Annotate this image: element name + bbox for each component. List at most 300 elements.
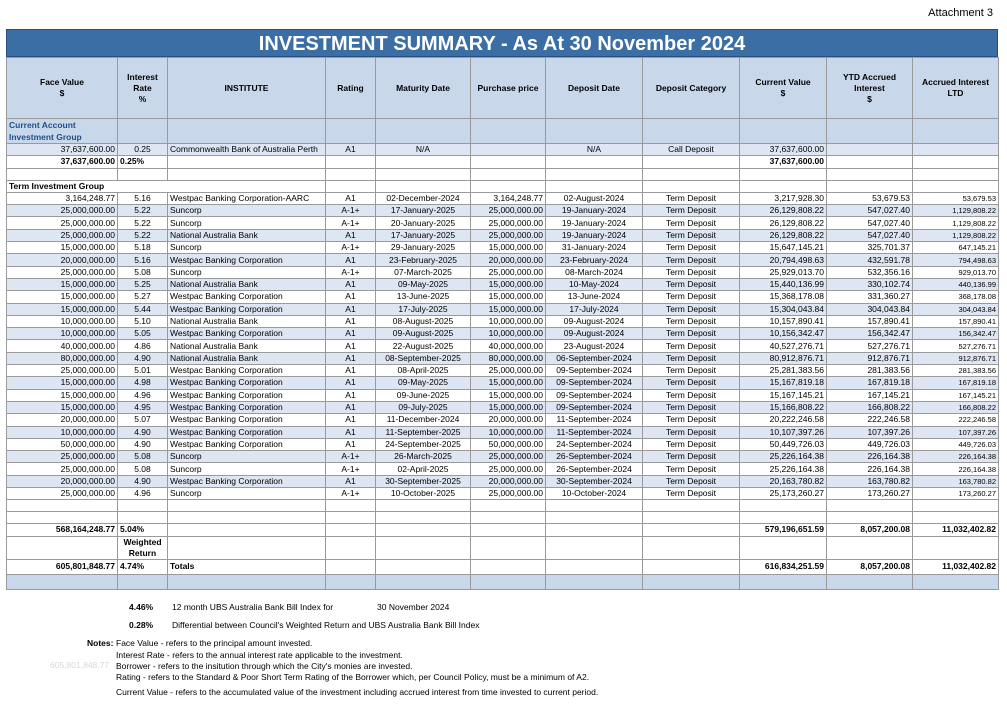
table-row [7,229,999,241]
cell-purchase: 15,000,000.00 [471,377,546,389]
diff-rate: 0.28% [129,620,154,630]
cell-maturity: 23-February-2025 [376,254,471,266]
cell-deposit: 30-September-2024 [546,475,643,487]
cell-face: 10,000,000.00 [7,426,118,438]
cell-deposit: 26-September-2024 [546,451,643,463]
header-current-value: Current Value $ [740,58,827,119]
cell-category: Term Deposit [643,463,740,475]
cell-maturity: 08-August-2025 [376,315,471,327]
cell-purchase: 25,000,000.00 [471,229,546,241]
table-row [7,192,999,204]
cell-rating: A-1+ [326,451,376,463]
cell-current: 15,167,145.21 [740,389,827,401]
cell-category: Term Deposit [643,365,740,377]
cell-category: Term Deposit [643,377,740,389]
cell-deposit: 17-July-2024 [546,303,643,315]
cell-inst: Westpac Banking Corporation [168,365,326,377]
cell-face: 10,000,000.00 [7,315,118,327]
cell-maturity: 17-January-2025 [376,205,471,217]
cell-purchase: 15,000,000.00 [471,291,546,303]
table-row [7,352,999,364]
cell-maturity: 10-October-2025 [376,488,471,500]
cell-rate: 4.95 [118,401,168,413]
cell-ytd: 173,260.27 [827,488,913,500]
cell-purchase: 25,000,000.00 [471,205,546,217]
cell-ytd: 527,276.71 [827,340,913,352]
cell-ltd: 167,145.21 [913,389,999,401]
cell-inst: Westpac Banking Corporation [168,414,326,426]
cell-inst: Westpac Banking Corporation [168,389,326,401]
cell-inst: Westpac Banking Corporation [168,475,326,487]
notes-label: Notes: [87,638,114,648]
cell-face: 15,000,000.00 [7,291,118,303]
cell-current: 26,129,808.22 [740,205,827,217]
cell-deposit: 09-September-2024 [546,389,643,401]
term-group-label: Term Investment Group [7,180,326,192]
cell-current: 26,129,808.22 [740,229,827,241]
bbsw-date: 30 November 2024 [377,602,450,612]
cell-current: 25,226,164.38 [740,451,827,463]
cell-ltd: 912,876.71 [913,352,999,364]
cell-deposit: 11-September-2024 [546,414,643,426]
cell-rating: A1 [326,414,376,426]
cell-category: Term Deposit [643,352,740,364]
cell-face: 20,000,000.00 [7,475,118,487]
cell-purchase: 20,000,000.00 [471,414,546,426]
cell-inst: Westpac Banking Corporation [168,291,326,303]
cell-inst: Westpac Banking Corporation [168,401,326,413]
cell-ltd: 222,246.58 [913,414,999,426]
cell-inst: Westpac Banking Corporation [168,426,326,438]
cell-deposit: 11-September-2024 [546,426,643,438]
bbsw-rate: 4.46% [129,602,154,612]
cell-rate: 5.16 [118,192,168,204]
cell-ytd: 432,591.78 [827,254,913,266]
cell-category: Term Deposit [643,475,740,487]
attachment-label: Attachment 3 [928,7,993,19]
cell-category: Term Deposit [643,303,740,315]
cell-purchase: 3,164,248.77 [471,192,546,204]
cell-rate: 5.01 [118,365,168,377]
cell-inst: Westpac Banking Corporation [168,303,326,315]
cell-inst: National Australia Bank [168,340,326,352]
cell-inst: Westpac Banking Corporation [168,254,326,266]
cell-current: 15,440,136.99 [740,278,827,290]
cell-rate: 5.22 [118,229,168,241]
table-row [7,365,999,377]
cell-category: Term Deposit [643,328,740,340]
cell-ytd: 331,360.27 [827,291,913,303]
header-ytd: YTD Accrued Interest $ [827,58,913,119]
cell-maturity: 20-January-2025 [376,217,471,229]
table-row [7,475,999,487]
note-4: Rating - refers to the Standard & Poor Short Term Rating of the Borrower which, per Council Policy, must be a minimum of A2. [116,672,590,682]
cell-purchase: 40,000,000.00 [471,340,546,352]
cell-ytd: 166,808.22 [827,401,913,413]
cell-face: 40,000,000.00 [7,340,118,352]
cell-rate: 5.18 [118,242,168,254]
cell-rate: 5.07 [118,414,168,426]
cell-inst: Suncorp [168,451,326,463]
cell-deposit: 06-September-2024 [546,352,643,364]
header-deposit-date: Deposit Date [546,58,643,119]
table-row [7,217,999,229]
header-institute: INSTITUTE [168,58,326,119]
cell-purchase: 25,000,000.00 [471,463,546,475]
cell-rate: 5.08 [118,451,168,463]
header-accrued-ltd: Accrued Interest LTD [913,58,999,119]
cell-current: 50,449,726.03 [740,438,827,450]
cell-inst: Suncorp [168,266,326,278]
cell-ltd: 1,129,808.22 [913,205,999,217]
cell-maturity: 07-March-2025 [376,266,471,278]
cell-rating: A-1+ [326,205,376,217]
cell-maturity: 02-April-2025 [376,463,471,475]
cell-ytd: 53,679.53 [827,192,913,204]
cell-category: Term Deposit [643,389,740,401]
cell-purchase: 15,000,000.00 [471,242,546,254]
cell-ltd: 107,397.26 [913,426,999,438]
cell-rating: A1 [326,389,376,401]
cell-maturity: 17-January-2025 [376,229,471,241]
cell-rating: A1 [326,229,376,241]
cell-purchase: 25,000,000.00 [471,488,546,500]
term-group-header [7,180,999,192]
cell-purchase: 25,000,000.00 [471,217,546,229]
cell-current: 25,226,164.38 [740,463,827,475]
cell-current: 25,173,260.27 [740,488,827,500]
cell-ltd: 281,383.56 [913,365,999,377]
cell-face: 25,000,000.00 [7,451,118,463]
current-subtotal-row: 37,637,600.00 0.25% 37,637,600.00 [7,156,999,168]
cell-rating: A1 [326,315,376,327]
cell-rating: A1 [326,192,376,204]
cell-rating: A1 [326,352,376,364]
cell-rate: 5.22 [118,205,168,217]
note-5: Current Value - refers to the accumulated value of the investment including accrued interest from time invested to current period. [116,687,599,697]
cell-rate: 5.05 [118,328,168,340]
cell-ltd: 794,498.63 [913,254,999,266]
cell-maturity: 08-September-2025 [376,352,471,364]
cell-rating: A-1+ [326,266,376,278]
table-row [7,278,999,290]
cell-deposit: 02-August-2024 [546,192,643,204]
cell-rating: A1 [326,475,376,487]
cell-ytd: 304,043.84 [827,303,913,315]
cell-maturity: 22-August-2025 [376,340,471,352]
cell-face: 25,000,000.00 [7,205,118,217]
cell-current: 25,929,013.70 [740,266,827,278]
cell-ltd: 163,780.82 [913,475,999,487]
cell-deposit: 09-September-2024 [546,377,643,389]
table-row [7,401,999,413]
cell-purchase: 50,000,000.00 [471,438,546,450]
cell-purchase: 80,000,000.00 [471,352,546,364]
cell-ytd: 167,819.18 [827,377,913,389]
cell-face: 10,000,000.00 [7,328,118,340]
cell-current: 15,647,145.21 [740,242,827,254]
cell-deposit: 10-May-2024 [546,278,643,290]
cell-current: 20,794,498.63 [740,254,827,266]
note-3: Borrower - refers to the insitution through which the City's monies are invested. [116,661,413,671]
weighted-return-label: Weighted Return [118,536,168,559]
cell-rating: A1 [326,254,376,266]
cell-category: Term Deposit [643,242,740,254]
cell-rate: 4.86 [118,340,168,352]
cell-current: 10,157,890.41 [740,315,827,327]
blank-row [7,168,999,180]
cell-category: Term Deposit [643,340,740,352]
cell-deposit: 09-September-2024 [546,365,643,377]
cell-maturity: 02-December-2024 [376,192,471,204]
cell-rating: A-1+ [326,217,376,229]
cell-deposit: 09-August-2024 [546,315,643,327]
table-row [7,315,999,327]
weighted-return-row [7,536,999,559]
cell-ltd: 166,808.22 [913,401,999,413]
cell-face: 15,000,000.00 [7,401,118,413]
table-row [7,414,999,426]
cell-ltd: 1,129,808.22 [913,229,999,241]
current-account-row: 37,637,600.00 0.25 Commonwealth Bank of Australia Perth A1 N/A N/A Call Deposit 37,637,600.00 [7,144,999,156]
cell-ltd: 440,136.99 [913,278,999,290]
cell-current: 15,166,808.22 [740,401,827,413]
table-row [7,242,999,254]
cell-maturity: 26-March-2025 [376,451,471,463]
term-subtotal-row: 568,164,248.77 5.04% 579,196,651.59 8,057,200.08 11,032,402.82 [7,524,999,536]
cell-category: Term Deposit [643,254,740,266]
cell-rate: 4.96 [118,389,168,401]
cell-inst: Suncorp [168,242,326,254]
cell-purchase: 25,000,000.00 [471,451,546,463]
cell-current: 10,156,342.47 [740,328,827,340]
cell-ytd: 547,027.40 [827,229,913,241]
ghost-value: 605,801,848.77 [50,660,110,670]
cell-maturity: 08-April-2025 [376,365,471,377]
cell-ltd: 226,164.38 [913,463,999,475]
cell-category: Term Deposit [643,451,740,463]
cell-ltd: 53,679.53 [913,192,999,204]
cell-ytd: 547,027.40 [827,205,913,217]
cell-face: 50,000,000.00 [7,438,118,450]
cell-inst: Suncorp [168,217,326,229]
header-maturity: Maturity Date [376,58,471,119]
cell-face: 15,000,000.00 [7,377,118,389]
diff-text: Differential between Council's Weighted Return and UBS Australia Bank Bill Index [172,620,480,630]
cell-current: 15,167,819.18 [740,377,827,389]
note-1: Face Value - refers to the principal amount invested. [116,638,313,648]
cell-purchase: 15,000,000.00 [471,389,546,401]
cell-rate: 4.90 [118,352,168,364]
cell-face: 15,000,000.00 [7,303,118,315]
cell-ytd: 226,164.38 [827,451,913,463]
table-row [7,426,999,438]
cell-deposit: 23-February-2024 [546,254,643,266]
totals-row: 605,801,848.77 4.74% Totals 616,834,251.59 8,057,200.08 11,032,402.82 [7,559,999,574]
cell-deposit: 19-January-2024 [546,217,643,229]
cell-face: 25,000,000.00 [7,217,118,229]
table-row [7,389,999,401]
cell-ytd: 156,342.47 [827,328,913,340]
cell-rate: 4.90 [118,475,168,487]
cell-category: Term Deposit [643,217,740,229]
current-group-header [7,119,999,144]
cell-current: 10,107,397.26 [740,426,827,438]
cell-rating: A-1+ [326,242,376,254]
cell-ltd: 157,890.41 [913,315,999,327]
cell-face: 20,000,000.00 [7,414,118,426]
cell-maturity: 11-September-2025 [376,426,471,438]
cell-ytd: 163,780.82 [827,475,913,487]
cell-ltd: 527,276.71 [913,340,999,352]
header-deposit-category: Deposit Category [643,58,740,119]
cell-deposit: 23-August-2024 [546,340,643,352]
cell-deposit: 24-September-2024 [546,438,643,450]
cell-inst: Westpac Banking Corporation [168,377,326,389]
cell-purchase: 15,000,000.00 [471,401,546,413]
cell-category: Term Deposit [643,488,740,500]
cell-ytd: 547,027.40 [827,217,913,229]
cell-inst: Suncorp [168,488,326,500]
cell-face: 25,000,000.00 [7,463,118,475]
cell-ltd: 167,819.18 [913,377,999,389]
cell-face: 15,000,000.00 [7,242,118,254]
cell-inst: National Australia Bank [168,278,326,290]
cell-maturity: 09-May-2025 [376,278,471,290]
cell-current: 26,129,808.22 [740,217,827,229]
cell-deposit: 19-January-2024 [546,229,643,241]
cell-category: Term Deposit [643,205,740,217]
cell-rate: 5.16 [118,254,168,266]
cell-current: 15,368,178.08 [740,291,827,303]
note-2: Interest Rate - refers to the annual interest rate applicable to the investment. [116,650,403,660]
cell-purchase: 15,000,000.00 [471,278,546,290]
table-row [7,377,999,389]
cell-rating: A1 [326,278,376,290]
cell-maturity: 09-July-2025 [376,401,471,413]
cell-rating: A1 [326,438,376,450]
cell-maturity: 09-August-2025 [376,328,471,340]
cell-face: 20,000,000.00 [7,254,118,266]
cell-ytd: 449,726.03 [827,438,913,450]
cell-rating: A-1+ [326,463,376,475]
table-row [7,451,999,463]
cell-current: 15,304,043.84 [740,303,827,315]
cell-deposit: 31-January-2024 [546,242,643,254]
cell-maturity: 13-June-2025 [376,291,471,303]
cell-purchase: 20,000,000.00 [471,475,546,487]
header-purchase: Purchase price [471,58,546,119]
table-row [7,340,999,352]
cell-rate: 5.22 [118,217,168,229]
cell-purchase: 10,000,000.00 [471,426,546,438]
cell-ytd: 532,356.16 [827,266,913,278]
cell-current: 3,217,928.30 [740,192,827,204]
cell-current: 25,281,383.56 [740,365,827,377]
cell-rating: A1 [326,377,376,389]
cell-ytd: 325,701.37 [827,242,913,254]
cell-rate: 5.08 [118,266,168,278]
cell-category: Term Deposit [643,266,740,278]
cell-face: 3,164,248.77 [7,192,118,204]
cell-deposit: 26-September-2024 [546,463,643,475]
cell-category: Term Deposit [643,438,740,450]
cell-maturity: 24-September-2025 [376,438,471,450]
cell-rate: 4.90 [118,426,168,438]
investment-table [6,57,999,590]
cell-rating: A1 [326,340,376,352]
cell-current: 40,527,276.71 [740,340,827,352]
cell-rating: A1 [326,328,376,340]
cell-maturity: 11-December-2024 [376,414,471,426]
cell-ltd: 929,013.70 [913,266,999,278]
table-row [7,328,999,340]
cell-inst: National Australia Bank [168,315,326,327]
cell-face: 80,000,000.00 [7,352,118,364]
cell-face: 25,000,000.00 [7,488,118,500]
cell-inst: Westpac Banking Corporation-AARC [168,192,326,204]
cell-maturity: 30-September-2025 [376,475,471,487]
cell-ytd: 330,102.74 [827,278,913,290]
cell-rating: A1 [326,401,376,413]
cell-category: Term Deposit [643,291,740,303]
cell-rating: A1 [326,426,376,438]
cell-rate: 5.44 [118,303,168,315]
cell-ltd: 368,178.08 [913,291,999,303]
cell-rating: A-1+ [326,488,376,500]
table-row [7,488,999,500]
cell-face: 25,000,000.00 [7,365,118,377]
cell-inst: Suncorp [168,463,326,475]
cell-face: 15,000,000.00 [7,278,118,290]
cell-purchase: 25,000,000.00 [471,365,546,377]
cell-rate: 5.08 [118,463,168,475]
current-group-label: Current Account Investment Group [7,119,118,144]
cell-purchase: 10,000,000.00 [471,328,546,340]
cell-maturity: 09-June-2025 [376,389,471,401]
header-face-value: Face Value $ [7,58,118,119]
cell-deposit: 09-August-2024 [546,328,643,340]
cell-ltd: 1,129,808.22 [913,217,999,229]
cell-deposit: 08-March-2024 [546,266,643,278]
cell-inst: Westpac Banking Corporation [168,438,326,450]
table-row [7,291,999,303]
cell-category: Term Deposit [643,315,740,327]
cell-rate: 4.98 [118,377,168,389]
header-row [7,58,999,119]
cell-inst: Suncorp [168,205,326,217]
cell-rating: A1 [326,365,376,377]
cell-category: Term Deposit [643,426,740,438]
cell-category: Term Deposit [643,192,740,204]
cell-face: 15,000,000.00 [7,389,118,401]
cell-purchase: 20,000,000.00 [471,254,546,266]
cell-inst: National Australia Bank [168,352,326,364]
cell-face: 25,000,000.00 [7,229,118,241]
header-interest-rate: Interest Rate % [118,58,168,119]
table-row [7,205,999,217]
cell-rating: A1 [326,291,376,303]
page-title: INVESTMENT SUMMARY - As At 30 November 2024 [6,29,998,57]
cell-face: 25,000,000.00 [7,266,118,278]
table-row [7,438,999,450]
cell-ltd: 156,342.47 [913,328,999,340]
table-row [7,266,999,278]
cell-rating: A1 [326,303,376,315]
table-row [7,254,999,266]
bbsw-text: 12 month UBS Australia Bank Bill Index for [172,602,334,612]
cell-deposit: 19-January-2024 [546,205,643,217]
